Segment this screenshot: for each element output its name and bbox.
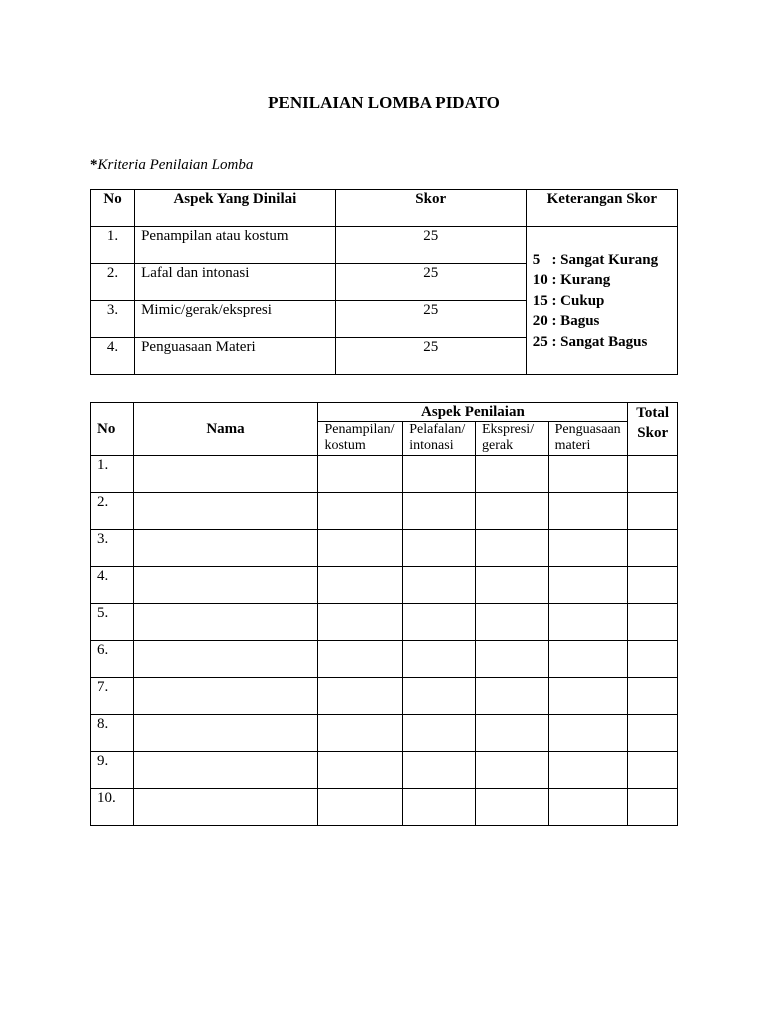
criteria-cell-skor: 25 <box>335 338 526 375</box>
score-row-number: 1. <box>91 456 134 493</box>
score-row <box>91 715 678 752</box>
score-cell-nama[interactable] <box>133 789 318 826</box>
score-cell-total[interactable] <box>628 530 678 567</box>
criteria-cell-skor: 25 <box>335 227 526 264</box>
score-cell-ekspresi[interactable] <box>475 678 548 715</box>
score-cell-ekspresi[interactable] <box>475 456 548 493</box>
keterangan-line: 5 : Sangat Kurang <box>532 251 659 268</box>
subheader-line: Pelafalan/ <box>409 422 466 437</box>
score-row-number: 6. <box>91 641 134 678</box>
score-cell-ekspresi[interactable] <box>475 493 548 530</box>
criteria-cell-no: 2. <box>91 264 135 301</box>
criteria-header-aspek: Aspek Yang Dinilai <box>135 190 336 227</box>
score-header-total-line2: Skor <box>637 425 669 441</box>
score-cell-total[interactable] <box>628 752 678 789</box>
score-cell-penampilan[interactable] <box>318 493 403 530</box>
score-row <box>91 789 678 826</box>
criteria-cell-skor: 25 <box>335 301 526 338</box>
score-header-total-line1: Total <box>636 405 670 421</box>
score-cell-pelafalan[interactable] <box>403 752 476 789</box>
score-row-number: 4. <box>91 567 134 604</box>
score-cell-pelafalan[interactable] <box>403 641 476 678</box>
score-row <box>91 456 678 493</box>
score-cell-penampilan[interactable] <box>318 604 403 641</box>
score-cell-nama[interactable] <box>133 493 318 530</box>
subheader-line: intonasi <box>409 438 454 453</box>
criteria-cell-no: 4. <box>91 338 135 375</box>
score-cell-penampilan[interactable] <box>318 678 403 715</box>
score-table <box>90 402 678 826</box>
subheader-penampilan <box>318 422 403 456</box>
score-cell-penampilan[interactable] <box>318 752 403 789</box>
score-cell-nama[interactable] <box>133 752 318 789</box>
score-cell-ekspresi[interactable] <box>475 641 548 678</box>
score-cell-total[interactable] <box>628 789 678 826</box>
criteria-cell-no: 3. <box>91 301 135 338</box>
score-cell-ekspresi[interactable] <box>475 789 548 826</box>
criteria-header-row <box>91 190 678 227</box>
score-row <box>91 493 678 530</box>
score-row-number: 9. <box>91 752 134 789</box>
score-cell-penguasaan[interactable] <box>548 678 628 715</box>
score-cell-nama[interactable] <box>133 456 318 493</box>
score-cell-nama[interactable] <box>133 678 318 715</box>
score-cell-total[interactable] <box>628 678 678 715</box>
score-cell-pelafalan[interactable] <box>403 715 476 752</box>
score-row-number: 10. <box>91 789 134 826</box>
criteria-label-star: * <box>90 157 98 173</box>
keterangan-line: 15 : Cukup <box>532 292 605 309</box>
score-row-number: 3. <box>91 530 134 567</box>
score-cell-penguasaan[interactable] <box>548 789 628 826</box>
keterangan-line: 10 : Kurang <box>532 272 611 289</box>
score-cell-total[interactable] <box>628 456 678 493</box>
score-cell-penguasaan[interactable] <box>548 567 628 604</box>
score-header-row <box>91 403 678 422</box>
criteria-cell-aspek: Penguasaan Materi <box>135 338 336 375</box>
score-cell-ekspresi[interactable] <box>475 530 548 567</box>
score-cell-nama[interactable] <box>133 641 318 678</box>
criteria-cell-aspek: Penampilan atau kostum <box>135 227 336 264</box>
score-cell-penampilan[interactable] <box>318 641 403 678</box>
criteria-row <box>91 227 678 264</box>
score-cell-total[interactable] <box>628 567 678 604</box>
criteria-cell-aspek: Mimic/gerak/ekspresi <box>135 301 336 338</box>
criteria-table <box>90 189 678 375</box>
score-cell-nama[interactable] <box>133 604 318 641</box>
criteria-cell-aspek: Lafal dan intonasi <box>135 264 336 301</box>
keterangan-line: 20 : Bagus <box>532 313 600 330</box>
score-cell-penguasaan[interactable] <box>548 493 628 530</box>
score-cell-pelafalan[interactable] <box>403 493 476 530</box>
score-row <box>91 567 678 604</box>
score-cell-penampilan[interactable] <box>318 715 403 752</box>
score-cell-pelafalan[interactable] <box>403 456 476 493</box>
score-cell-total[interactable] <box>628 604 678 641</box>
score-header-aspek: Aspek Penilaian <box>318 403 628 422</box>
subheader-line: kostum <box>324 438 366 453</box>
score-cell-penguasaan[interactable] <box>548 715 628 752</box>
subheader-line: gerak <box>481 438 514 453</box>
score-row-number: 7. <box>91 678 134 715</box>
score-header-total <box>628 403 678 456</box>
score-cell-pelafalan[interactable] <box>403 678 476 715</box>
keterangan-line: 25 : Sangat Bagus <box>532 333 648 350</box>
subheader-line: materi <box>554 438 591 453</box>
score-cell-total[interactable] <box>628 493 678 530</box>
score-cell-pelafalan[interactable] <box>403 567 476 604</box>
score-row-number: 8. <box>91 715 134 752</box>
score-row <box>91 752 678 789</box>
criteria-cell-skor: 25 <box>335 264 526 301</box>
score-cell-penampilan[interactable] <box>318 567 403 604</box>
score-header-no: No <box>91 403 134 456</box>
score-cell-ekspresi[interactable] <box>475 604 548 641</box>
subheader-pelafalan <box>403 422 476 456</box>
criteria-header-skor: Skor <box>335 190 526 227</box>
score-cell-pelafalan[interactable] <box>403 789 476 826</box>
criteria-label <box>90 157 253 174</box>
score-cell-penguasaan[interactable] <box>548 604 628 641</box>
subheader-line: Penguasaan <box>554 422 621 437</box>
score-cell-penampilan[interactable] <box>318 456 403 493</box>
score-row-number: 5. <box>91 604 134 641</box>
document-title: PENILAIAN LOMBA PIDATO <box>268 93 500 112</box>
score-row <box>91 678 678 715</box>
score-row <box>91 604 678 641</box>
score-cell-pelafalan[interactable] <box>403 604 476 641</box>
score-cell-penampilan[interactable] <box>318 789 403 826</box>
score-cell-ekspresi[interactable] <box>475 715 548 752</box>
score-cell-penguasaan[interactable] <box>548 752 628 789</box>
score-row-number: 2. <box>91 493 134 530</box>
subheader-penguasaan <box>548 422 628 456</box>
score-cell-pelafalan[interactable] <box>403 530 476 567</box>
score-cell-ekspresi[interactable] <box>475 752 548 789</box>
subheader-line: Ekspresi/ <box>481 422 535 437</box>
subheader-ekspresi <box>475 422 548 456</box>
score-cell-total[interactable] <box>628 641 678 678</box>
score-header-nama: Nama <box>133 403 318 456</box>
score-cell-nama[interactable] <box>133 567 318 604</box>
score-cell-nama[interactable] <box>133 715 318 752</box>
criteria-header-keterangan: Keterangan Skor <box>526 190 677 227</box>
criteria-cell-no: 1. <box>91 227 135 264</box>
score-cell-nama[interactable] <box>133 530 318 567</box>
criteria-header-no: No <box>91 190 135 227</box>
score-cell-penampilan[interactable] <box>318 530 403 567</box>
score-cell-total[interactable] <box>628 715 678 752</box>
score-row <box>91 641 678 678</box>
score-cell-penguasaan[interactable] <box>548 530 628 567</box>
criteria-label-text: Kriteria Penilaian Lomba <box>97 157 254 173</box>
score-cell-penguasaan[interactable] <box>548 456 628 493</box>
subheader-line: Penampilan/ <box>324 422 395 437</box>
criteria-keterangan-cell <box>526 227 677 375</box>
score-cell-ekspresi[interactable] <box>475 567 548 604</box>
score-row <box>91 530 678 567</box>
score-cell-penguasaan[interactable] <box>548 641 628 678</box>
